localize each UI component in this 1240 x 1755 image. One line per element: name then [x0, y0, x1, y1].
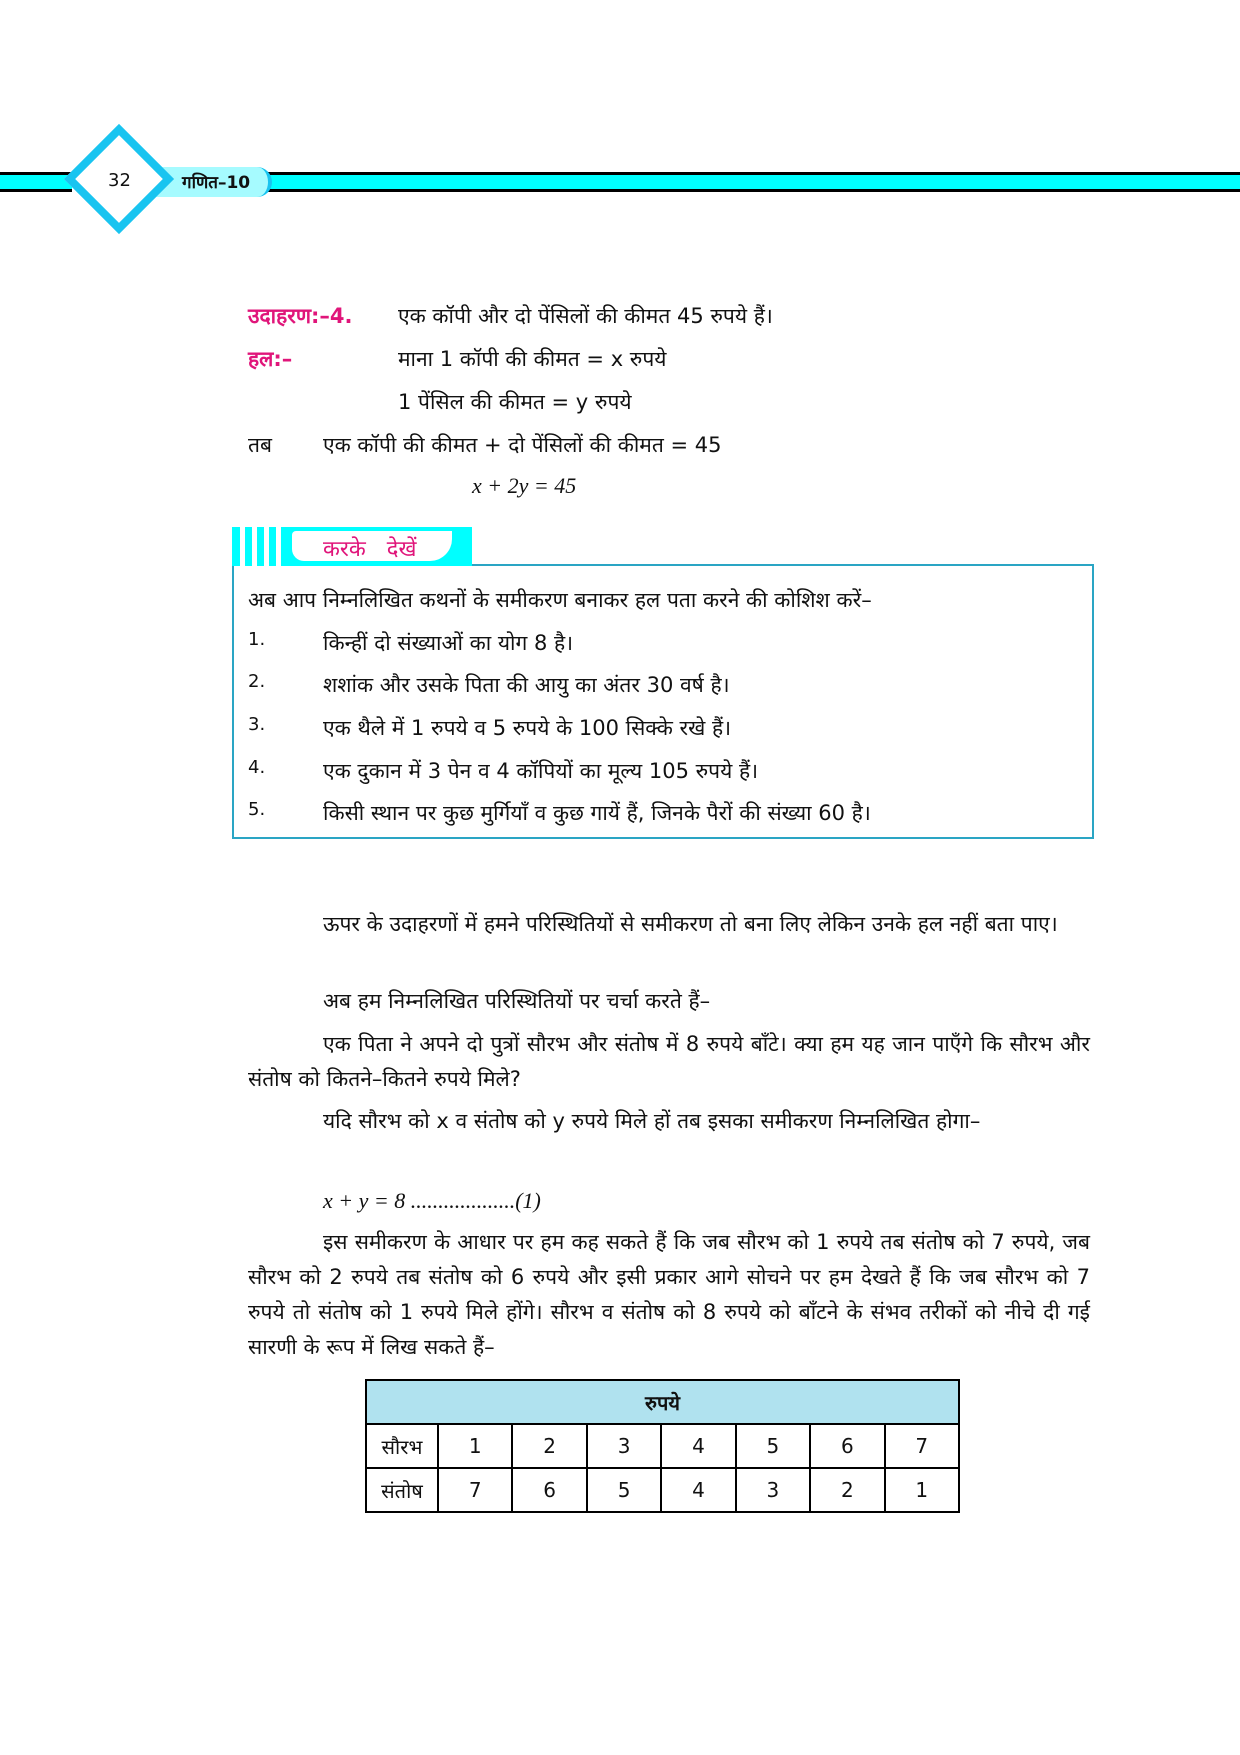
table-cell: 6 — [512, 1468, 586, 1512]
table-row — [366, 1468, 959, 1512]
paragraph-4: यदि सौरभ को x व संतोष को y रुपये मिले हों तब इसका समीकरण निम्नलिखित होगा– — [323, 1109, 981, 1133]
stripe — [240, 527, 245, 566]
activity-item: शशांक और उसके पिता की आयु का अंतर 30 वर्ष है। — [323, 673, 730, 697]
row-label: सौरभ — [366, 1424, 438, 1468]
solution-line-2: 1 पेंसिल की कीमत = y रुपये — [398, 390, 632, 414]
paragraph-5: इस समीकरण के आधार पर हम कह सकते हैं कि जब सौरभ को 1 रुपये तब संतोष को 7 रुपये, जब सौरभ को 2 रुपये तब संतोष को 6 रुपये और इसी प्रकार आगे सोचने पर हम देखते हैं कि जब सौरभ को 7 रुपये तो संतोष को 1 रुपये मिले होंगे। सौरभ व संतोष को 8 रुपये को बाँटने के संभव तरीकों को नीचे दी गई सारणी के रूप में लिख सकते हैं– — [248, 1230, 1090, 1359]
item-number: 5. — [248, 799, 266, 820]
example-label: उदाहरण:–4. — [248, 304, 353, 328]
row-label: संतोष — [366, 1468, 438, 1512]
table-cell: 5 — [587, 1468, 661, 1512]
table-header: रुपये — [366, 1380, 959, 1424]
table-cell: 3 — [587, 1424, 661, 1468]
paragraph-1: ऊपर के उदाहरणों में हमने परिस्थितियों से समीकरण तो बना लिए लेकिन उनके हल नहीं बता पाए। — [323, 912, 1058, 936]
table-cell: 1 — [885, 1468, 959, 1512]
table-cell: 1 — [438, 1424, 512, 1468]
solution-line-1: माना 1 कॉपी की कीमत = x रुपये — [398, 347, 667, 371]
activity-title: करके देखें — [323, 537, 417, 562]
stripe — [276, 527, 281, 566]
header-band-left — [0, 172, 72, 192]
distribution-table — [365, 1379, 960, 1513]
book-title: गणित–10 — [182, 173, 251, 193]
activity-item: एक थैले में 1 रुपये व 5 रुपये के 100 सिक्के रखे हैं। — [323, 716, 732, 740]
page-number: 32 — [108, 170, 131, 191]
table-cell: 4 — [661, 1424, 735, 1468]
item-number: 1. — [248, 629, 266, 650]
header-band-right — [262, 172, 1240, 192]
activity-item: किन्हीं दो संख्याओं का योग 8 है। — [323, 631, 574, 655]
paragraph-2: अब हम निम्नलिखित परिस्थितियों पर चर्चा करते हैं– — [323, 989, 711, 1013]
then-label: तब — [248, 433, 272, 457]
table-cell: 3 — [736, 1468, 810, 1512]
example-statement: एक कॉपी और दो पेंसिलों की कीमत 45 रुपये हैं। — [398, 304, 773, 328]
table-cell: 2 — [512, 1424, 586, 1468]
activity-intro: अब आप निम्नलिखित कथनों के समीकरण बनाकर हल पता करने की कोशिश करें– — [248, 588, 872, 612]
item-number: 2. — [248, 671, 266, 692]
table-row — [366, 1424, 959, 1468]
table-cell: 6 — [810, 1424, 884, 1468]
paragraph-3: एक पिता ने अपने दो पुत्रों सौरभ और संतोष में 8 रुपये बाँटे। क्या हम यह जान पाएँगे कि सौरभ और संतोष को कितने–कितने रुपये मिले? — [248, 1032, 1090, 1091]
item-number: 3. — [248, 714, 266, 735]
table-cell: 5 — [736, 1424, 810, 1468]
table-cell: 4 — [661, 1468, 735, 1512]
stripe — [264, 527, 269, 566]
equation-1: x + 2y = 45 — [472, 473, 577, 498]
stripe — [252, 527, 257, 566]
solution-label: हल:– — [248, 347, 293, 371]
solution-line-3: एक कॉपी की कीमत + दो पेंसिलों की कीमत = 45 — [323, 433, 722, 457]
table-cell: 2 — [810, 1468, 884, 1512]
table-cell: 7 — [438, 1468, 512, 1512]
item-number: 4. — [248, 757, 266, 778]
equation-2: x + y = 8 ...................(1) — [323, 1188, 541, 1213]
table-cell: 7 — [885, 1424, 959, 1468]
activity-item: किसी स्थान पर कुछ मुर्गियाँ व कुछ गायें हैं, जिनके पैरों की संख्या 60 है। — [323, 801, 871, 825]
activity-item: एक दुकान में 3 पेन व 4 कॉपियों का मूल्य 105 रुपये हैं। — [323, 759, 759, 783]
